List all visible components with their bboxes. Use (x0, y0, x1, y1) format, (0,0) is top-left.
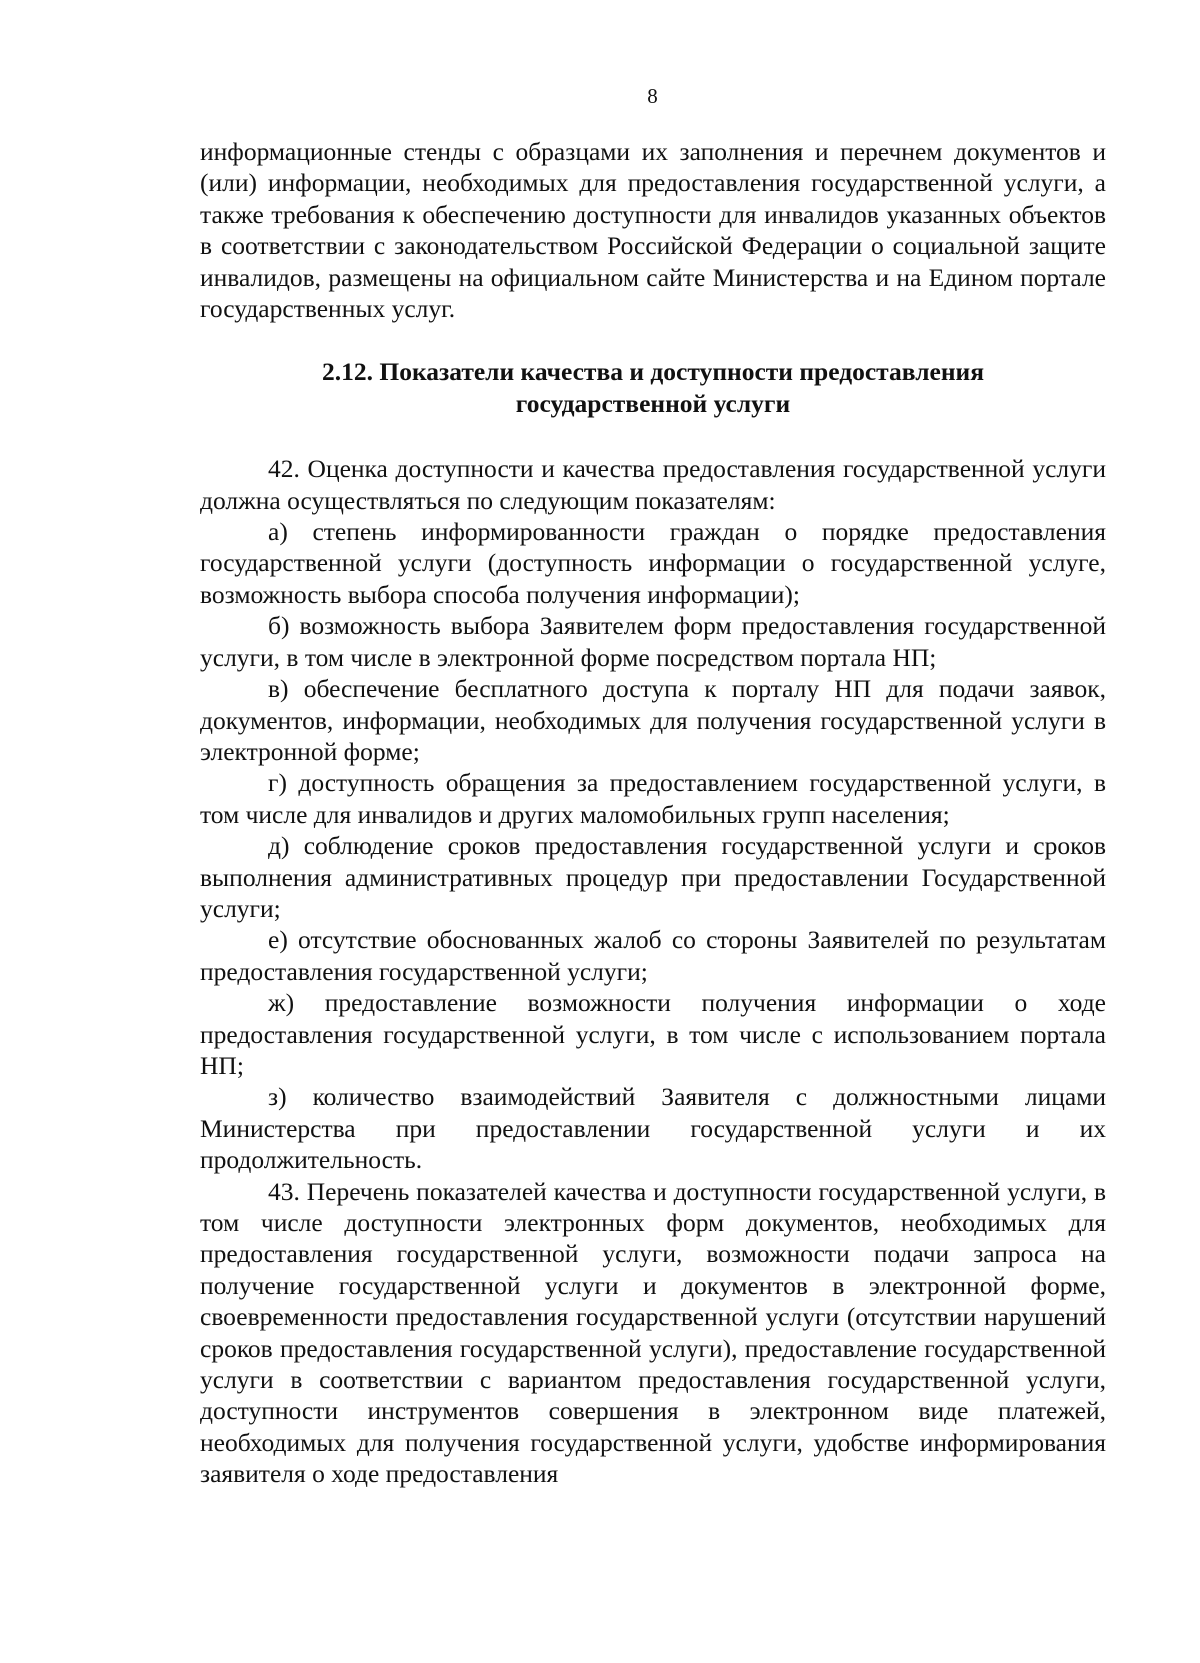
item-z: з) количество взаимодействий Заявителя с должностными лицами Министерства при предоставлении государственной услуги и их продолжительность. (200, 1082, 1106, 1175)
item-43: 43. Перечень показателей качества и доступности государственной услуги, в том числе доступности электронных форм документов, необходимых для предоставления государственной услуги, возможности подачи запроса на получение государственной услуги и документов в электронной форме, своевременности предоставления государственной услуги (отсутствии нарушений сроков предоставления государственной услуги), предоставление государственной услуги в соответствии с вариантом предоставления государственной услуги, доступности инструментов совершения в электронном виде платежей, необходимых для получения государственной услуги, удобстве информирования заявителя о ходе предоставления (200, 1176, 1106, 1489)
item-v: в) обеспечение бесплатного доступа к порталу НП для подачи заявок, документов, информации, необходимых для получения государственной услуги в электронной форме; (200, 674, 1106, 766)
spacer (200, 324, 1106, 356)
item-b: б) возможность выбора Заявителем форм предоставления государственной услуги, в том числе в электронной форме посредством портала НП; (200, 611, 1106, 672)
section-title-line-1: 2.12. Показатели качества и доступности предоставления (321, 357, 985, 387)
item-zh: ж) предоставление возможности получения информации о ходе предоставления государственной услуги, в том числе с использованием портала НП; (200, 988, 1106, 1080)
page-number: 8 (647, 84, 658, 108)
item-g: г) доступность обращения за предоставлением государственной услуги, в том числе для инвалидов и других маломобильных групп населения; (200, 768, 1106, 829)
item-a: а) степень информированности граждан о порядке предоставления государственной услуги (доступность информации о государственной услуге, возможность выбора способа получения информации); (200, 517, 1106, 609)
spacer (200, 419, 1106, 453)
section-title-line-2: государственной услуги (515, 388, 791, 418)
document-body (200, 136, 1106, 1490)
intro-paragraph: информационные стенды с образцами их заполнения и перечнем документов и (или) информации, необходимых для предоставления государственной услуги, а также требования к обеспечению доступности для инвалидов указанных объектов в соответствии с законодательством Российской Федерации о социальной защите инвалидов, размещены на официальном сайте Министерства и на Едином портале государственных услуг. (200, 137, 1106, 324)
item-d: д) соблюдение сроков предоставления государственной услуги и сроков выполнения административных процедур при предоставлении Государственной услуги; (200, 831, 1106, 923)
item-42: 42. Оценка доступности и качества предоставления государственной услуги должна осуществляться по следующим показателям: (200, 454, 1106, 515)
item-e: е) отсутствие обоснованных жалоб со стороны Заявителей по результатам предоставления государственной услуги; (200, 925, 1106, 986)
section-heading (200, 356, 1106, 419)
